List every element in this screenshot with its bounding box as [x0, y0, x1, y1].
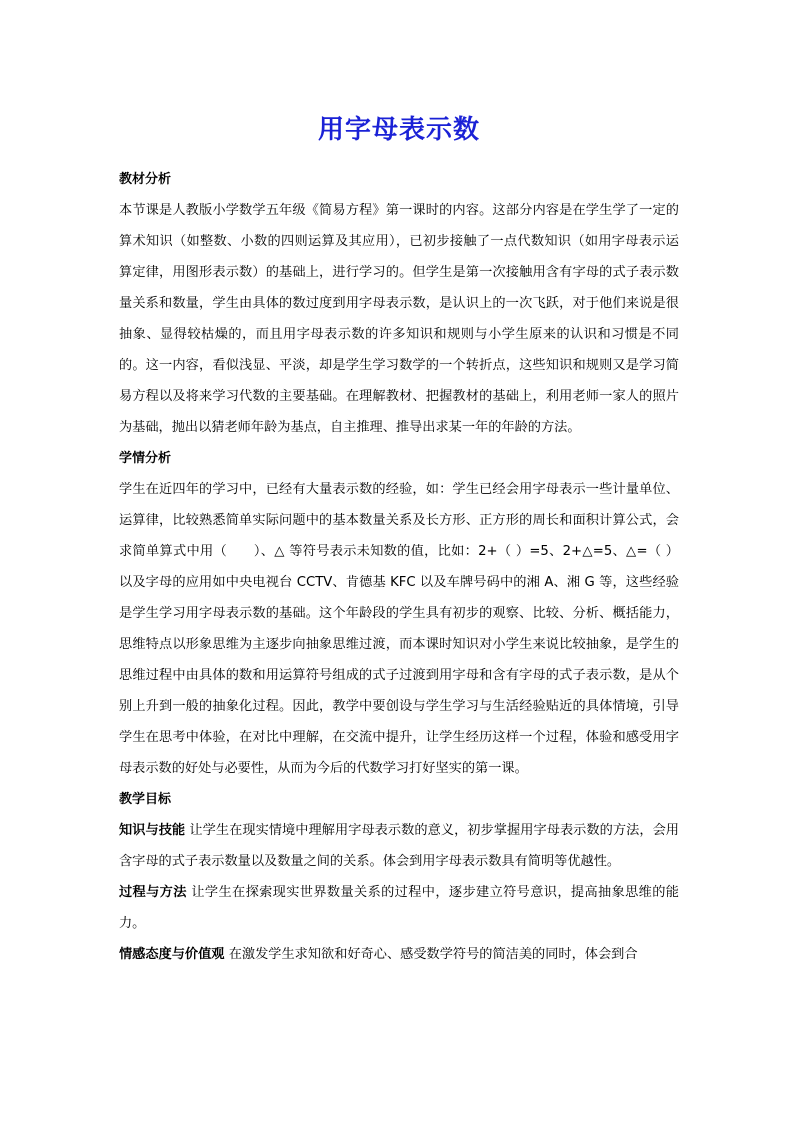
document-title: 用字母表示数 — [317, 115, 480, 145]
goal-process-label: 过程与方法 — [119, 885, 187, 900]
goal-process-text: 让学生在探索现实世界数量关系的过程中，逐步建立符号意识，提高抽象思维的能力。 — [119, 885, 679, 931]
goal-knowledge-paragraph — [119, 815, 679, 877]
goal-process-paragraph — [119, 877, 679, 939]
section-heading-textbook-analysis: 教材分析 — [119, 172, 172, 187]
section-heading-teaching-goals: 教学目标 — [119, 792, 172, 807]
goal-attitude-text: 在激发学生求知欲和好奇心、感受数学符号的简洁美的同时，体会到合 — [224, 947, 638, 962]
student-analysis-paragraph: 学生在近四年的学习中，已经有大量表示数的经验，如：学生已经会用字母表示一些计量单位、运算律，比较熟悉简单实际问题中的基本数量关系及长方形、正方形的周长和面积计算公式，会求简单算式中用（ ）、△ 等符号表示未知数的值，比如：2+（ ）=5、2+△=5、△=（ ）以及字母的应用如中央电视台 CCTV、肯德基 KFC 以及车牌号码中的湘 A、湘 G 等，这些经验是学生学习用字母表示数的基础。这个年龄段的学生具有初步的观察、比较、分析、概括能力，思维特点以形象思维为主逐步向抽象思维过渡，而本课时知识对小学生来说比较抽象，是学生的思维过程中由具体的数和用运算符号组成的式子过渡到用字母和含有字母的式子表示数，是从个别上升到一般的抽象化过程。因此，教学中要创设与学生学习与生活经验贴近的具体情境，引导学生在思考中体验，在对比中理解，在交流中提升，让学生经历这样一个过程，体验和感受用字母表示数的好处与必要性，从而为今后的代数学习打好坚实的第一课。 — [119, 482, 679, 776]
goal-knowledge-text: 让学生在现实情境中理解用字母表示数的意义，初步掌握用字母表示数的方法，会用含字母的式子表示数量以及数量之间的关系。体会到用字母表示数具有简明等优越性。 — [119, 823, 679, 869]
textbook-analysis-paragraph: 本节课是人教版小学数学五年级《简易方程》第一课时的内容。这部分内容是在学生学了一定的算术知识（如整数、小数的四则运算及其应用），已初步接触了一点代数知识（如用字母表示运算定律，用图形表示数）的基础上，进行学习的。但学生是第一次接触用含有字母的式子表示数量关系和数量，学生由具体的数过度到用字母表示数，是认识上的一次飞跃，对于他们来说是很抽象、显得较枯燥的，而且用字母表示数的许多知识和规则与小学生原来的认识和习惯是不同的。这一内容，看似浅显、平淡，却是学生学习数学的一个转折点，这些知识和规则又是学习简易方程以及将来学习代数的主要基础。在理解教材、把握教材的基础上，利用老师一家人的照片为基础，抛出以猜老师年龄为基点，自主推理、推导出求某一年的年龄的方法。 — [119, 203, 679, 435]
section-heading-student-analysis: 学情分析 — [119, 451, 172, 466]
goal-knowledge-label: 知识与技能 — [119, 823, 186, 838]
goal-attitude-paragraph — [119, 939, 679, 970]
goal-attitude-label: 情感态度与价值观 — [119, 947, 225, 962]
document-page — [119, 112, 679, 970]
